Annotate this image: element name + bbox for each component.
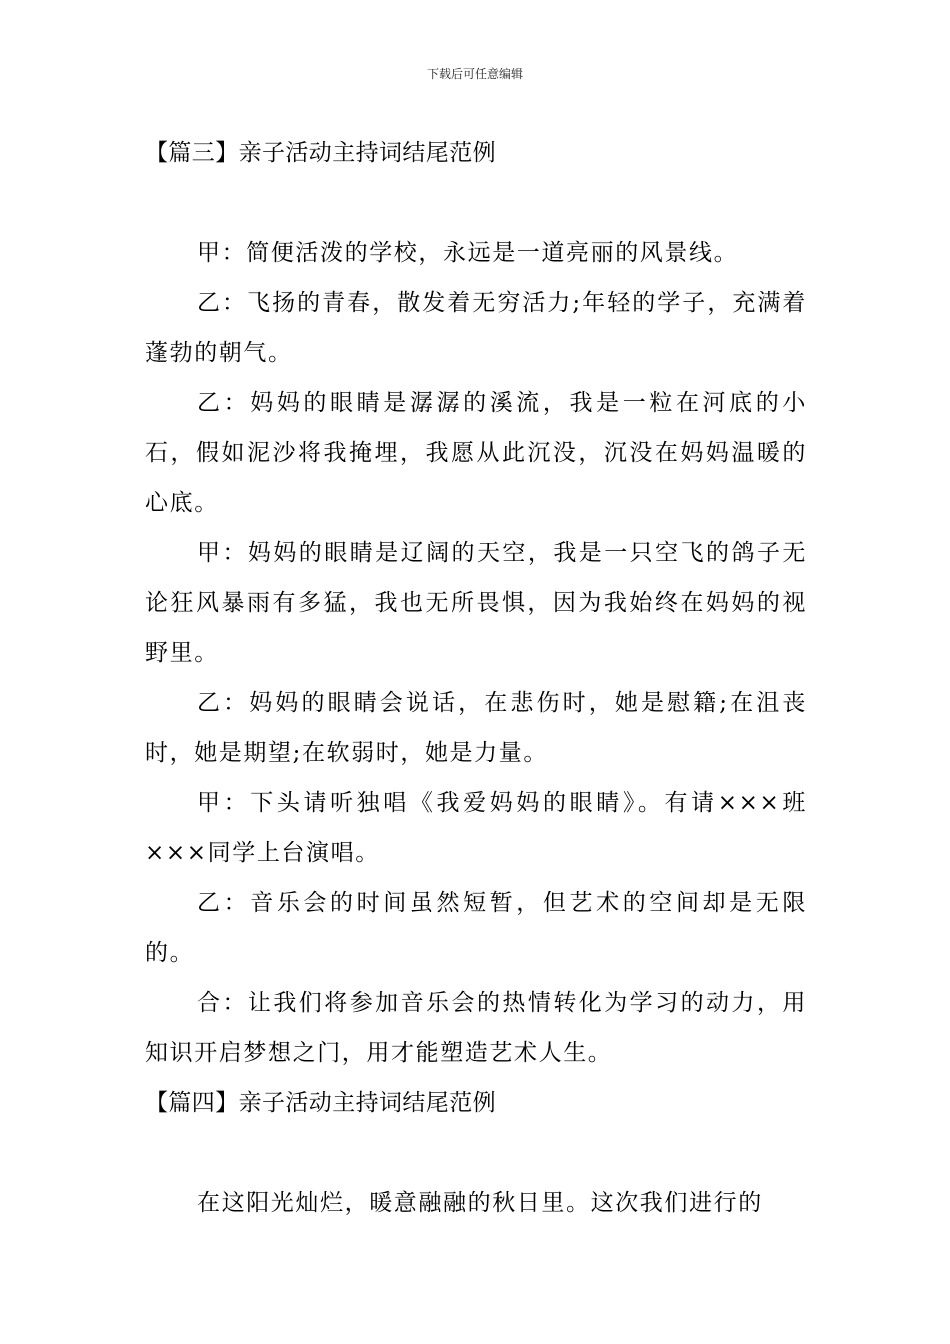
section-title: 【篇四】亲子活动主持词结尾范例 [145,1090,496,1116]
paragraph: 乙：飞扬的青春，散发着无穷活力;年轻的学子，充满着蓬勃的朝气。 [145,290,807,366]
section-4 [145,1078,807,1228]
blank-line [145,178,807,228]
paragraph: 乙：妈妈的眼睛会说话，在悲伤时，她是慰籍;在沮丧时，她是期望;在软弱时，她是力量。 [145,690,807,766]
section-title: 【篇三】亲子活动主持词结尾范例 [145,140,496,166]
section-3 [145,128,807,1078]
document-body [145,128,807,1228]
paragraph: 在这阳光灿烂，暖意融融的秋日里。这次我们进行的 [197,1190,763,1216]
paragraph: 合：让我们将参加音乐会的热情转化为学习的动力，用知识开启梦想之门，用才能塑造艺术人生。 [145,990,807,1066]
blank-line [145,1128,807,1178]
page-header-note: 下载后可任意编辑 [426,67,523,81]
paragraph: 甲：妈妈的眼睛是辽阔的天空，我是一只空飞的鸽子无论狂风暴雨有多猛，我也无所畏惧，因为我始终在妈妈的视野里。 [145,540,807,666]
paragraph: 乙：妈妈的眼睛是潺潺的溪流，我是一粒在河底的小石，假如泥沙将我掩埋，我愿从此沉没，沉没在妈妈温暖的心底。 [145,390,807,516]
paragraph: 乙：音乐会的时间虽然短暂，但艺术的空间却是无限的。 [145,890,807,966]
paragraph: 甲：简便活泼的学校，永远是一道亮丽的风景线。 [197,240,739,266]
paragraph: 甲：下头请听独唱《我爱妈妈的眼睛》。有请×××班×××同学上台演唱。 [145,790,807,866]
